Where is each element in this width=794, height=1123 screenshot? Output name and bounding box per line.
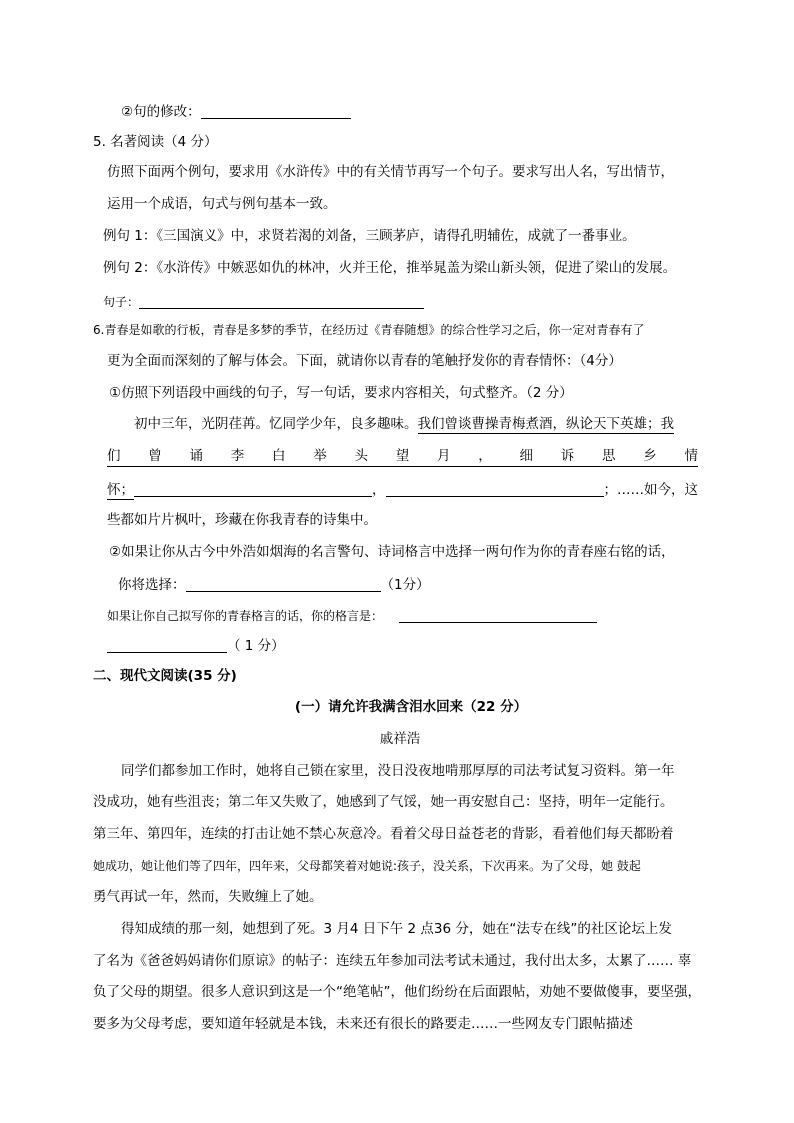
q6-paragraph-line4: 些都如片片枫叶，珍藏在你我青春的诗集中。	[107, 512, 377, 528]
q6-intro-line1: 6.青春是如歌的行板，青春是多梦的季节，在经历过《青春随想》的综合性学习之后，你一定对青春有了	[93, 323, 645, 337]
article-author	[0, 733, 794, 747]
q6-paragraph-line1	[134, 418, 674, 432]
q4-item2-answer-blank[interactable]	[201, 104, 351, 119]
q6-imitation-blank2[interactable]	[386, 482, 604, 497]
q5-example2: 例句 2：《水浒传》中嫉恶如仇的林冲，火并王伦，推举晁盖为梁山新头领，促进了梁山的发展。	[103, 260, 677, 276]
char: 月	[437, 448, 451, 464]
q6-underlined-model-sentence: 我们曾谈曹操青梅煮酒，纵论天下英雄；我	[417, 416, 674, 432]
q6-motto-label: 如果让你自己拟写你的青春格言的话，你的格言是：	[107, 609, 384, 623]
q6-sub1: ①仿照下列语段中画线的句子，写一句话，要求内容相关，句式整齐。（2 分）	[109, 385, 573, 401]
q6-choice-blank[interactable]	[186, 577, 381, 592]
q5-example1: 例句 1：《三国演义》中，求贤若渴的刘备，三顾茅庐，请得孔明辅佐，成就了一番事业。	[103, 228, 636, 244]
char: 情	[684, 448, 698, 464]
q6-line3-end: ；……如今，这	[603, 482, 698, 498]
p2-line: 负了父母的期望。很多人意识到这是一个“绝笔帖”，他们纷纷在后面跟帖，劝她不要做傻事，要坚强，	[93, 984, 701, 1000]
char: 诉	[560, 448, 575, 464]
p1-line: 同学们都参加工作时，她将自己锁在家里，没日没夜地啃那厚厚的司法考试复习资料。第一年	[121, 763, 675, 779]
p2-line: 要多为父母考虑，要知道年轻就是本钱，未来还有很长的路要走……一些网友专门跟帖描述	[93, 1016, 633, 1032]
q6-paragraph-line2	[107, 450, 698, 467]
char: 曾	[148, 448, 162, 464]
char: 思	[602, 448, 616, 464]
char: 们	[107, 448, 121, 464]
q6-choice-line	[118, 577, 430, 593]
char: 细	[519, 448, 533, 464]
char: 诵	[189, 448, 203, 464]
q6-line3-comma: ，	[372, 482, 386, 498]
q5-title: 5. 名著阅读（4 分）	[93, 134, 218, 150]
p2-line: 得知成绩的那一刻，她想到了死。3 月4 日下午 2 点36 分，她在“法专在线”的社区论坛上发	[121, 921, 672, 937]
q6-paragraph-text: 初中三年，光阴荏苒。忆同学少年，良多趣味。	[134, 416, 418, 432]
q6-line3-start: 怀；	[107, 482, 134, 498]
article-title-text: (一）请允许我满含泪水回来（22 分）	[294, 699, 528, 715]
q5-instruction-line2: 运用一个成语，句式与例句基本一致。	[107, 196, 337, 212]
char: ，	[478, 448, 492, 464]
q6-paragraph-line3	[107, 482, 698, 498]
q6-motto-blank2[interactable]	[107, 638, 227, 653]
char: 望	[395, 448, 410, 464]
q5-sentence-line	[103, 294, 424, 309]
q6-choice-label: 你将选择：	[118, 577, 186, 593]
q5-sentence-blank[interactable]	[139, 294, 424, 309]
q5-sentence-label: 句子：	[103, 295, 140, 309]
q6-intro-line2: 更为全面而深刻的了解与体会。下面，就请你以青春的笔触抒发你的青春情怀：（4分）	[107, 353, 622, 369]
char: 举	[313, 448, 327, 464]
q4-item2-label: ②句的修改：	[121, 104, 201, 120]
char: 白	[272, 448, 286, 464]
article-title	[0, 701, 794, 715]
p2-line: 了名为《爸爸妈妈请你们原谅》的帖子：连续五年参加司法考试未通过，我付出太多，太累了…… 辜	[93, 953, 692, 969]
q4-item2-line	[121, 104, 351, 120]
section2-heading: 二、现代文阅读(35 分)	[93, 668, 237, 684]
q6-motto-score: （ 1 分）	[227, 638, 285, 654]
p1-line: 她成功，她让他们等了四年，四年来，父母都笑着对她说:孩子，没关系，下次再来。为了父母，她 鼓起	[93, 859, 641, 873]
char: 头	[354, 448, 368, 464]
q6-sub2: ②如果让你从古今中外浩如烟海的名言警句、诗词格言中选择一两句作为你的青春座右铭的话，	[109, 544, 675, 560]
q6-imitation-blank1[interactable]	[134, 482, 372, 497]
p1-line: 没成功，她有些沮丧；第二年又失败了，她感到了气馁，她一再安慰自己：坚持，明年一定能行。	[93, 794, 674, 810]
author-name: 戚祥浩	[379, 731, 421, 747]
p1-line: 第三年、第四年，连续的打击让她不禁心灰意冷。看着父母日益苍老的背影，看着他们每天都盼着	[93, 826, 674, 842]
q5-instruction-line1: 仿照下面两个例句，要求用《水浒传》中的有关情节再写一个句子。要求写出人名，写出情节，	[107, 164, 674, 180]
q6-motto-blank1[interactable]	[399, 608, 597, 623]
q6-choice-score: （1分）	[380, 577, 430, 593]
q6-motto-line2	[107, 638, 285, 654]
p1-line: 勇气再试一年，然而，失败缠上了她。	[93, 889, 323, 905]
char: 李	[230, 448, 245, 464]
q6-motto-line	[107, 608, 597, 623]
char: 乡	[643, 448, 657, 464]
